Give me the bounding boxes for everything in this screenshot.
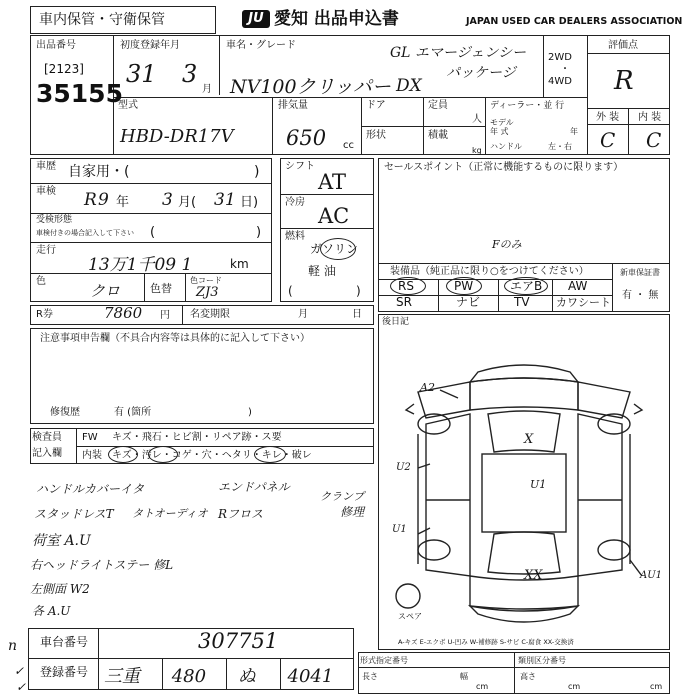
warranty-options: 有 ・ 無	[622, 290, 659, 301]
drive-sep: ・	[560, 64, 570, 75]
car-damage-diagram	[378, 314, 670, 650]
registration-month: 3	[182, 60, 198, 88]
interior-grade: C	[646, 128, 662, 152]
lot-code: [2123]	[44, 62, 84, 76]
type-label: 型式	[118, 100, 138, 111]
note-line3: 荷室 A.U	[32, 533, 91, 549]
fuel-close: )	[356, 284, 361, 298]
equip-sr: SR	[396, 295, 412, 309]
plate-label: 登録番号	[40, 665, 89, 679]
inspection-day: 31	[214, 190, 236, 210]
shape-label: 形状	[366, 130, 386, 141]
mark-u2: U2	[396, 462, 411, 473]
history-value: 自家用・(	[68, 164, 130, 180]
registration-label: 初度登録年月	[120, 40, 180, 51]
fuel-label: 燃料	[285, 231, 305, 242]
dealer-handle-label: ハンドル	[490, 142, 522, 151]
form-title: 愛知 出品申込書	[274, 9, 399, 29]
note-line6: 各 A.U	[32, 604, 71, 618]
spare-label: スペア	[398, 612, 422, 621]
equip-navi: ナビ	[456, 295, 481, 309]
registration-month-unit: 月	[202, 84, 212, 95]
interior-wear-circle	[254, 446, 286, 463]
inspection-month: 3	[162, 190, 173, 210]
association-name: JAPAN USED CAR DEALERS ASSOCIATION	[466, 16, 683, 27]
inspector-label-2: 記入欄	[32, 448, 62, 459]
cm-unit-3: cm	[650, 682, 663, 691]
note-line1b: エンドパネル	[218, 480, 290, 494]
storage-label: 車内保管・守衛保管	[39, 12, 165, 28]
equip-pw: PW	[454, 279, 474, 293]
equip-airbag: エアB	[510, 279, 543, 293]
repair-value: 有 (箇所	[114, 407, 152, 418]
note-line1a: ハンドルカバーイタ	[36, 482, 145, 496]
margin-check-1: n	[8, 638, 18, 654]
type-value: HBD-DR17V	[120, 126, 234, 147]
damage-legend: A-キズ E-エクボ U-凹み W-補修跡 S-サビ C-腐食 XX-交換済	[398, 638, 574, 646]
form-number-label: 形式指定番号	[360, 656, 408, 665]
load-label: 積載	[428, 130, 448, 141]
mark-a2: A2	[420, 381, 435, 394]
history-close: )	[254, 164, 260, 180]
inspection-month-unit: 月(	[178, 195, 197, 210]
history-label: 車歴	[36, 161, 56, 172]
chassis-label: 車台番号	[40, 635, 89, 649]
ac-value: AC	[318, 204, 350, 228]
cm-unit-2: cm	[568, 682, 581, 691]
fuel-open: (	[288, 284, 293, 298]
cm-unit-1: cm	[476, 682, 489, 691]
mark-xx: XX	[524, 568, 543, 583]
lot-number: 35155	[36, 79, 123, 108]
equip-aw: AW	[568, 279, 588, 293]
shift-value: AT	[318, 170, 347, 194]
note-line2a: スタッドレスT	[34, 507, 114, 521]
recycle-unit: 円	[160, 310, 170, 321]
color-value: クロ	[90, 282, 121, 300]
lot-label: 出品番号	[36, 40, 76, 51]
inspector-label-1: 検査員	[32, 432, 62, 443]
mileage-value: 13万1千09 1	[88, 255, 193, 275]
model-grade-line1: GL エマージェンシー	[390, 45, 527, 61]
equip-tv: TV	[514, 295, 530, 309]
model-grade-line2: パッケージ	[446, 65, 516, 81]
door-label: ドア	[366, 100, 386, 111]
note-line2d: 修理	[340, 505, 365, 519]
warranty-label: 新車保証書	[620, 268, 660, 277]
received-sub: 車検付きの場合記入して下さい	[36, 229, 134, 237]
drive-2wd: 2WD	[548, 52, 572, 63]
plate-number: 三重 480 ぬ 4041	[104, 666, 334, 687]
inspector-interior: 内装	[82, 450, 102, 461]
displacement-unit: cc	[343, 140, 354, 151]
name-change-month: 月	[298, 309, 308, 320]
chassis-number: 307751	[198, 629, 279, 653]
shift-label: シフト	[285, 161, 315, 172]
car-trim: DX	[396, 76, 422, 96]
received-open: (	[150, 225, 156, 240]
width-label: 幅	[460, 672, 468, 681]
inspection-label: 車検	[36, 186, 56, 197]
interior-label: 内 装	[638, 112, 662, 123]
note-line2b: タトオーディオ	[132, 507, 208, 520]
equip-airbag-circle	[504, 277, 548, 295]
margin-check-2: ✓	[14, 664, 25, 678]
rating-value: R	[614, 66, 634, 96]
mark-u1-left: U1	[392, 524, 407, 535]
mark-u1-center: U1	[530, 478, 547, 491]
capacity-label: 定員	[428, 100, 448, 111]
dealer-model-label: モデル	[490, 118, 514, 127]
equipment-annotation: Fのみ	[492, 238, 522, 251]
inspection-year-unit: 年	[116, 195, 130, 210]
storage-label-box	[30, 6, 216, 34]
repair-close: )	[248, 407, 252, 418]
inspector-fw: FW	[82, 432, 98, 443]
fuel-diesel: 軽 油	[308, 264, 336, 278]
received-close: )	[256, 225, 262, 240]
notes-label: 注意事項申告欄（不具合内容等は具体的に記入して下さい）	[40, 333, 310, 344]
equipment-label: 装備品（純正品に限り○をつけてください）	[390, 266, 589, 277]
model-label: 車名・グレード	[226, 40, 296, 51]
equip-rs: RS	[398, 279, 414, 293]
inspector-interior-items: キズ・汚レ・コゲ・穴・ヘタリ・キレ・破レ	[112, 450, 312, 461]
inspection-day-unit: 日)	[240, 195, 259, 210]
received-label: 受検形態	[36, 215, 73, 225]
rear-trunk-label: 後日記	[382, 317, 410, 327]
car-name: NV100クリッパー	[230, 76, 391, 98]
sales-point-label: セールスポイント（正常に機能するものに限ります）	[384, 162, 624, 173]
mileage-label: 走行	[36, 245, 56, 256]
recycle-label: R券	[36, 309, 53, 320]
exterior-label: 外 装	[596, 112, 620, 123]
ju-logo: JU	[242, 10, 270, 28]
equip-pw-circle	[446, 277, 482, 295]
exterior-grade: C	[600, 128, 616, 152]
length-label: 長さ	[362, 672, 378, 681]
inspection-year: 9	[98, 190, 109, 210]
capacity-unit: 人	[472, 114, 482, 125]
load-unit: kg	[472, 146, 482, 155]
note-line2c: Rフロス	[218, 507, 264, 521]
displacement-value: 650	[286, 126, 327, 150]
dealer-label: ディーラー・並 行	[490, 101, 565, 111]
height-label: 高さ	[520, 672, 536, 681]
fuel-gasoline: ガソリン	[310, 242, 359, 256]
inspector-fw-items: キズ・飛石・ヒビ割・リペア跡・ス要	[112, 432, 282, 443]
color-code-label: 色コード	[190, 276, 222, 285]
ac-label: 冷房	[285, 197, 305, 208]
margin-check-3: ✓	[16, 680, 27, 694]
dealer-year-label: 年 式	[490, 127, 509, 136]
displacement-label: 排気量	[278, 100, 308, 111]
repair-label: 修復歴	[50, 407, 80, 418]
equip-rs-circle	[390, 277, 426, 295]
mark-x-top: X	[524, 432, 534, 447]
rating-label: 評価点	[608, 40, 638, 51]
color-swap-label: 色替	[150, 282, 172, 295]
registration-year: 31	[126, 60, 157, 88]
interior-scratch-circle	[108, 446, 138, 463]
mark-au1: AU1	[640, 570, 663, 581]
color-label: 色	[36, 276, 46, 287]
note-line4: 右ヘッドライトステー 修L	[30, 558, 174, 572]
dealer-year-unit: 年	[570, 127, 578, 136]
recycle-value: 7860	[104, 304, 143, 322]
note-line1c: クランプ	[320, 490, 364, 503]
note-line5: 左側面 W2	[30, 582, 90, 596]
class-number-label: 類別区分番号	[518, 656, 566, 665]
color-code-value: ZJ3	[196, 285, 219, 300]
name-change-label: 名変期限	[190, 309, 230, 320]
dealer-handle-opts: 左・右	[548, 142, 572, 151]
equip-leather-seat: カワシート	[556, 296, 611, 309]
name-change-day: 日	[352, 309, 362, 320]
inspection-era: R	[84, 190, 97, 210]
interior-dirt-circle	[148, 446, 178, 463]
drive-4wd: 4WD	[548, 76, 572, 87]
fuel-gasoline-circle	[320, 238, 356, 260]
mileage-unit: km	[230, 257, 249, 271]
